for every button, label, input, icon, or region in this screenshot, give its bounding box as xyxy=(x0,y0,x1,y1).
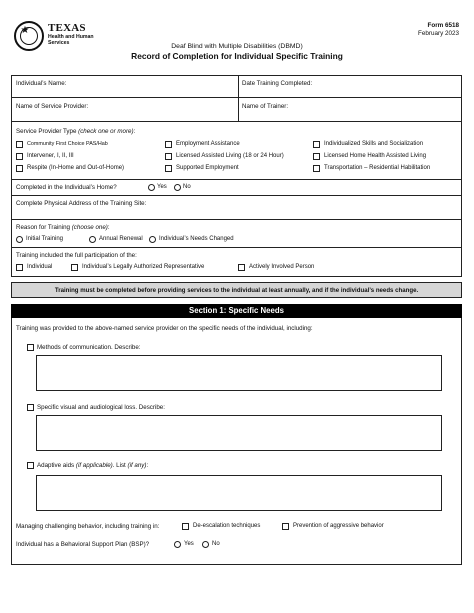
reason-group xyxy=(12,220,461,248)
radio-initial-training[interactable] xyxy=(16,236,23,243)
logo-texas: TEXAS xyxy=(48,22,86,34)
radio-bsp-yes[interactable] xyxy=(174,541,181,548)
checkbox-employment-assistance[interactable] xyxy=(165,141,172,148)
option-respite: Respite (In-Home and Out-of-Home) xyxy=(27,165,125,171)
checkbox-individualized-skills[interactable] xyxy=(313,141,320,148)
option-intervener: Intervener, I, II, III xyxy=(27,153,74,159)
checkbox-supported-employment[interactable] xyxy=(165,165,172,172)
option-initial-training: Initial Training xyxy=(26,236,64,242)
checkbox-actively-involved[interactable] xyxy=(238,264,245,271)
adaptive-aids-textbox[interactable] xyxy=(36,475,442,511)
checkbox-transportation[interactable] xyxy=(313,165,320,172)
option-licensed-home-health: Licensed Home Health Assisted Living xyxy=(324,153,427,159)
logo-hhs-line2: Services xyxy=(48,40,70,47)
date-completed-label: Date Training Completed: xyxy=(242,80,313,87)
visual-audiological-label: Specific visual and audiological loss. Describe: xyxy=(37,404,165,411)
methods-communication-textbox[interactable] xyxy=(36,355,442,391)
option-home-no: No xyxy=(183,184,191,190)
radio-bsp-no[interactable] xyxy=(202,541,209,548)
participation-label: Training included the full participation of the: xyxy=(16,252,137,259)
participation-group xyxy=(12,248,461,277)
document-title: Record of Completion for Individual Specific Training xyxy=(131,51,343,61)
checkbox-de-escalation[interactable] xyxy=(182,523,189,530)
logo-hhs-line1: Health and Human xyxy=(48,34,94,40)
checkbox-prevention-aggressive[interactable] xyxy=(282,523,289,530)
reason-label: Reason for Training (choose one): xyxy=(16,224,110,231)
form-identifier xyxy=(418,22,459,38)
option-employment-assistance: Employment Assistance xyxy=(176,141,240,147)
training-notice: Training must be completed before providing services to the individual at least annually, and if the individual’s needs change. xyxy=(11,282,462,298)
checkbox-visual-audiological[interactable] xyxy=(27,404,34,411)
texas-seal-icon: ★ xyxy=(14,21,44,51)
methods-communication-label: Methods of communication. Describe: xyxy=(37,344,141,351)
checkbox-licensed-assisted-living[interactable] xyxy=(165,153,172,160)
option-transportation: Transportation – Residential Habilitation xyxy=(324,165,431,171)
address-label: Complete Physical Address of the Training Site: xyxy=(16,200,147,207)
checkbox-adaptive-aids[interactable] xyxy=(27,462,34,469)
radio-home-yes[interactable] xyxy=(148,184,155,191)
section1-intro: Training was provided to the above-named service provider on the specific needs of the individual, including: xyxy=(16,325,313,332)
individual-info-form xyxy=(11,75,462,277)
adaptive-aids-label: Adaptive aids (if applicable). List (if any): xyxy=(37,462,149,469)
form-number: Form 6518 xyxy=(427,22,459,29)
service-provider-type-label: Service Provider Type (check one or more): xyxy=(16,128,136,135)
radio-annual-renewal[interactable] xyxy=(89,236,96,243)
checkbox-cfc-pas-hab[interactable] xyxy=(16,141,23,148)
checkbox-individual[interactable] xyxy=(16,264,23,271)
option-lar: Individual’s Legally Authorized Representative xyxy=(82,264,205,270)
completed-in-home-label: Completed in the Individual’s Home? xyxy=(16,184,117,191)
visual-audiological-textbox[interactable] xyxy=(36,415,442,451)
document-subtitle: Deaf Blind with Multiple Disabilities (DBMD) xyxy=(171,43,303,50)
checkbox-respite[interactable] xyxy=(16,165,23,172)
option-cfc-pas-hab: Community First Choice PAS/Hab xyxy=(27,141,108,147)
section1-body xyxy=(11,318,462,565)
option-individual: Individual xyxy=(27,264,53,270)
service-provider-name-label: Name of Service Provider: xyxy=(16,103,89,110)
service-provider-type-group xyxy=(12,122,461,180)
checkbox-lar[interactable] xyxy=(71,264,78,271)
option-annual-renewal: Annual Renewal xyxy=(99,236,143,242)
checkbox-methods-communication[interactable] xyxy=(27,344,34,351)
option-prevention-aggressive: Prevention of aggressive behavior xyxy=(293,523,384,529)
form-date: February 2023 xyxy=(418,30,459,37)
option-bsp-no: No xyxy=(212,541,220,547)
checkbox-licensed-home-health[interactable] xyxy=(313,153,320,160)
individual-name-label: Individual’s Name: xyxy=(16,80,67,87)
section1-header: Section 1: Specific Needs xyxy=(11,304,462,318)
checkbox-intervener[interactable] xyxy=(16,153,23,160)
option-supported-employment: Supported Employment xyxy=(176,165,239,171)
option-individualized-skills: Individualized Skills and Socialization xyxy=(324,141,424,147)
trainer-name-label: Name of Trainer: xyxy=(242,103,289,110)
option-home-yes: Yes xyxy=(157,184,167,190)
option-de-escalation: De-escalation techniques xyxy=(193,523,261,529)
option-needs-changed: Individual’s Needs Changed xyxy=(159,236,234,242)
bsp-label: Individual has a Behavioral Support Plan (BSP)? xyxy=(16,541,150,548)
behavior-label: Managing challenging behavior, including training in: xyxy=(16,523,160,530)
option-licensed-assisted-living: Licensed Assisted Living (18 or 24 Hour) xyxy=(176,153,284,159)
radio-home-no[interactable] xyxy=(174,184,181,191)
option-bsp-yes: Yes xyxy=(184,541,194,547)
option-actively-involved: Actively Involved Person xyxy=(249,264,315,270)
radio-needs-changed[interactable] xyxy=(149,236,156,243)
